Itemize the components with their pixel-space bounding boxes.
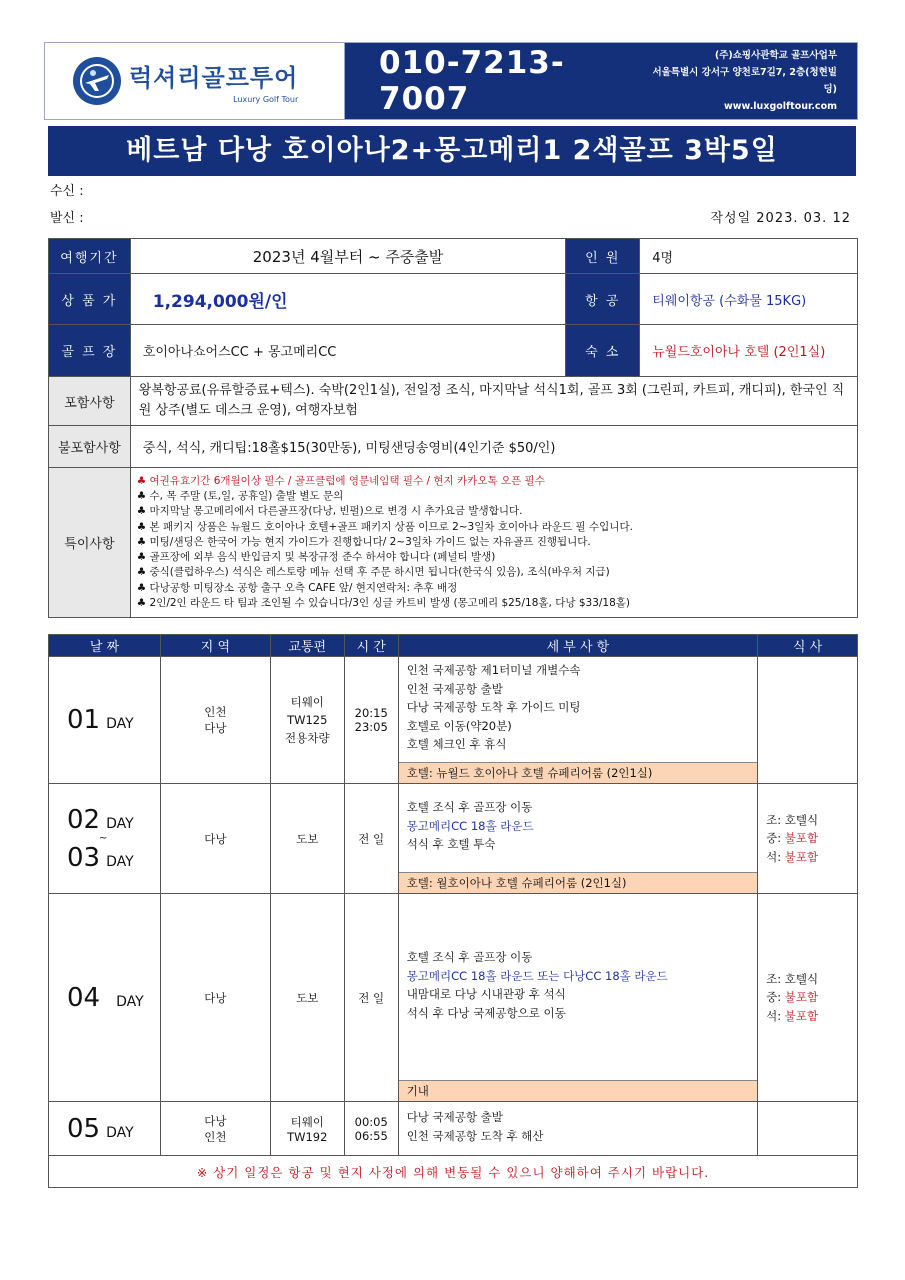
transport-cell: 도보 (270, 894, 344, 1102)
hotel-value: 뉴월드호이아나 호텔 (2인1실) (640, 325, 858, 377)
sender-label: 발신 : (50, 211, 84, 226)
detail-line: 다낭 국제공항 출발 (406, 1110, 503, 1124)
price-label: 상 품 가 (49, 274, 131, 325)
detail-line: 내맘대로 다낭 시내관광 후 석식 (406, 987, 566, 1001)
table-row (49, 784, 858, 894)
col-header-time: 시 간 (344, 635, 398, 657)
hotel-note: 호텔: 월호이아나 호텔 슈페리어룸 (2인1실) (399, 872, 757, 893)
region-cell: 다낭 (160, 894, 270, 1102)
details-cell (398, 657, 757, 784)
golf-course-value: 호이아나쇼어스CC + 몽고메리CC (130, 325, 566, 377)
hotel-note: 호텔: 뉴월드 호이아나 호텔 슈페리어룸 (2인1실) (399, 762, 757, 783)
col-header-details: 세 부 사 항 (398, 635, 757, 657)
special-note-item: ♣ 미팅/샌딩은 한국어 가능 현지 가이드가 진행합니다/ 2~3일차 가이드 없는 자유골프 진행됩니다. (136, 535, 591, 548)
time-cell: 전 일 (344, 784, 398, 894)
golf-course-label: 골 프 장 (49, 325, 131, 377)
excluded-label: 불포함사항 (49, 426, 131, 468)
hotel-note: 기내 (399, 1080, 757, 1101)
transport-cell: 티웨이 TW125 전용차량 (270, 657, 344, 784)
company-name: (주)쇼핑사관학교 골프사업부 (714, 50, 837, 61)
details-cell (398, 894, 757, 1102)
time-cell: 전 일 (344, 894, 398, 1102)
meals-cell (758, 1102, 858, 1156)
day-label: 02 DAY ~ 03 DAY (49, 784, 161, 894)
people-value: 4명 (640, 239, 858, 274)
special-notes (130, 468, 857, 618)
detail-line: 몽고메리CC 18홀 라운드 또는 다낭CC 18홀 라운드 (406, 968, 668, 983)
phone-number[interactable]: 010-7213-7007 (379, 45, 565, 117)
detail-line: 석식 후 호텔 투숙 (406, 837, 496, 851)
table-row (49, 657, 858, 784)
product-info-table (48, 238, 858, 618)
time-cell: 00:05 06:55 (344, 1102, 398, 1156)
details-cell (398, 1102, 757, 1156)
time-cell: 20:15 23:05 (344, 657, 398, 784)
special-note-item: ♣ 본 패키지 상품은 뉴월드 호이아나 호텔+골프 패키지 상품 이므로 2~3일차 호이아나 라운드 필 수입니다. (136, 520, 633, 533)
meals-cell (758, 657, 858, 784)
period-value: 2023년 4월부터 ~ 주중출발 (130, 239, 566, 274)
contact-area (345, 43, 857, 119)
detail-line: 호텔 조식 후 골프장 이동 (406, 950, 533, 964)
recipient-label: 수신 : (50, 184, 84, 199)
region-cell: 인천 다낭 (160, 657, 270, 784)
company-info (646, 47, 837, 115)
document-date: 작성일 2023. 03. 12 (710, 211, 851, 226)
company-address: 서울특별시 강서구 양천로7길7, 2층(청현빌딩) (652, 67, 837, 95)
table-row (49, 1102, 858, 1156)
detail-line: 다낭 국제공항 도착 후 가이드 미팅 (406, 700, 581, 714)
day-label: 04 DAY (49, 894, 161, 1102)
special-note-item: ♣ 2인/2인 라운드 타 팀과 조인될 수 있습니다/3인 싱글 카트비 발생 (몽고메리 $25/18홀, 다낭 $33/18홀) (136, 596, 631, 609)
special-note-item: ♣ 수, 목 주말 (토,일, 공휴일) 출발 별도 문의 (136, 490, 344, 503)
day-label: 05 DAY (49, 1102, 161, 1156)
airline-value: 티웨이항공 (수화물 15KG) (640, 274, 858, 325)
region-cell: 다낭 (160, 784, 270, 894)
page-title: 베트남 다낭 호이아나2+몽고메리1 2색골프 3박5일 (48, 126, 856, 176)
meals-cell: 조: 호텔식 중: 불포함 석: 불포함 (758, 784, 858, 894)
hotel-label: 숙 소 (566, 325, 640, 377)
header-banner (44, 42, 858, 120)
day-label: 01 DAY (49, 657, 161, 784)
detail-line: 인천 국제공항 출발 (406, 681, 503, 696)
detail-line: 호텔 조식 후 골프장 이동 (406, 800, 533, 814)
people-label: 인 원 (566, 239, 640, 274)
transport-cell: 도보 (270, 784, 344, 894)
meals-cell: 조: 호텔식 중: 불포함 석: 불포함 (758, 894, 858, 1102)
special-note-item: ♣ 다낭공항 미팅장소 공항 출구 오측 CAFE 앞/ 현지연락처: 추후 배정 (136, 581, 458, 594)
detail-line: 호텔 체크인 후 휴식 (406, 737, 507, 751)
transport-cell: 티웨이 TW192 (270, 1102, 344, 1156)
included-value: 왕복항공료(유류할증료+텍스). 숙박(2인1실), 전일정 조식, 마지막날 석식1회, 골프 3회 (그린피, 카트피, 캐디피), 한국인 직원 상주(별도 데스크 운영), 여행자보험 (130, 377, 857, 426)
details-cell (398, 784, 757, 894)
special-note-item: ♣ 중식(클럽하우스) 석식은 레스토랑 메뉴 선택 후 주문 하시면 됩니다(한국식 있음), 조식(바우처 지급) (136, 566, 610, 579)
footer-disclaimer: ※ 상기 일정은 항공 및 현지 사정에 의해 변동될 수 있으니 양해하여 주시기 바랍니다. (49, 1156, 858, 1188)
table-row (49, 894, 858, 1102)
price-value: 1,294,000원/인 (130, 274, 566, 325)
col-header-meals: 식 사 (758, 635, 858, 657)
special-note-item: ♣ 골프장에 외부 음식 반입금지 및 복장규정 준수 하셔야 합니다 (페널티 발생) (136, 551, 496, 564)
logo[interactable] (45, 43, 345, 119)
included-label: 포함사항 (49, 377, 131, 426)
col-header-transport: 교통편 (270, 635, 344, 657)
excluded-value: 중식, 석식, 캐디팁:18홀$15(30만동), 미팅샌딩송영비(4인기준 $50/인) (130, 426, 857, 468)
col-header-region: 지 역 (160, 635, 270, 657)
col-header-date: 날 짜 (49, 635, 161, 657)
detail-line: 호텔로 이동(약20분) (406, 718, 512, 733)
company-website[interactable]: www.luxgolftour.com (723, 101, 837, 112)
airline-label: 항 공 (566, 274, 640, 325)
special-note-item: ♣ 마지막날 몽고메리에서 다른골프장(다낭, 빈펄)으로 변경 시 추가요금 발생합니다. (136, 505, 523, 518)
detail-line: 인천 국제공항 제1터미널 개별수속 (406, 663, 581, 677)
itinerary-table (48, 634, 858, 1188)
logo-subtitle: Luxury Golf Tour (233, 95, 299, 104)
period-label: 여행기간 (49, 239, 131, 274)
special-note-item: ♣ 여권유효기간 6개월이상 필수 / 골프클럽에 영문네임택 필수 / 현지 카카오톡 오픈 필수 (136, 475, 545, 488)
detail-line: 몽고메리CC 18홀 라운드 (406, 818, 534, 833)
detail-line: 석식 후 다낭 국제공항으로 이동 (406, 1005, 566, 1020)
detail-line: 인천 국제공항 도착 후 해산 (406, 1128, 544, 1143)
special-notes-label: 특이사항 (49, 468, 131, 618)
airplane-golfer-icon (73, 57, 121, 105)
region-cell: 다낭 인천 (160, 1102, 270, 1156)
logo-name: 럭셔리골프투어 (129, 64, 299, 92)
